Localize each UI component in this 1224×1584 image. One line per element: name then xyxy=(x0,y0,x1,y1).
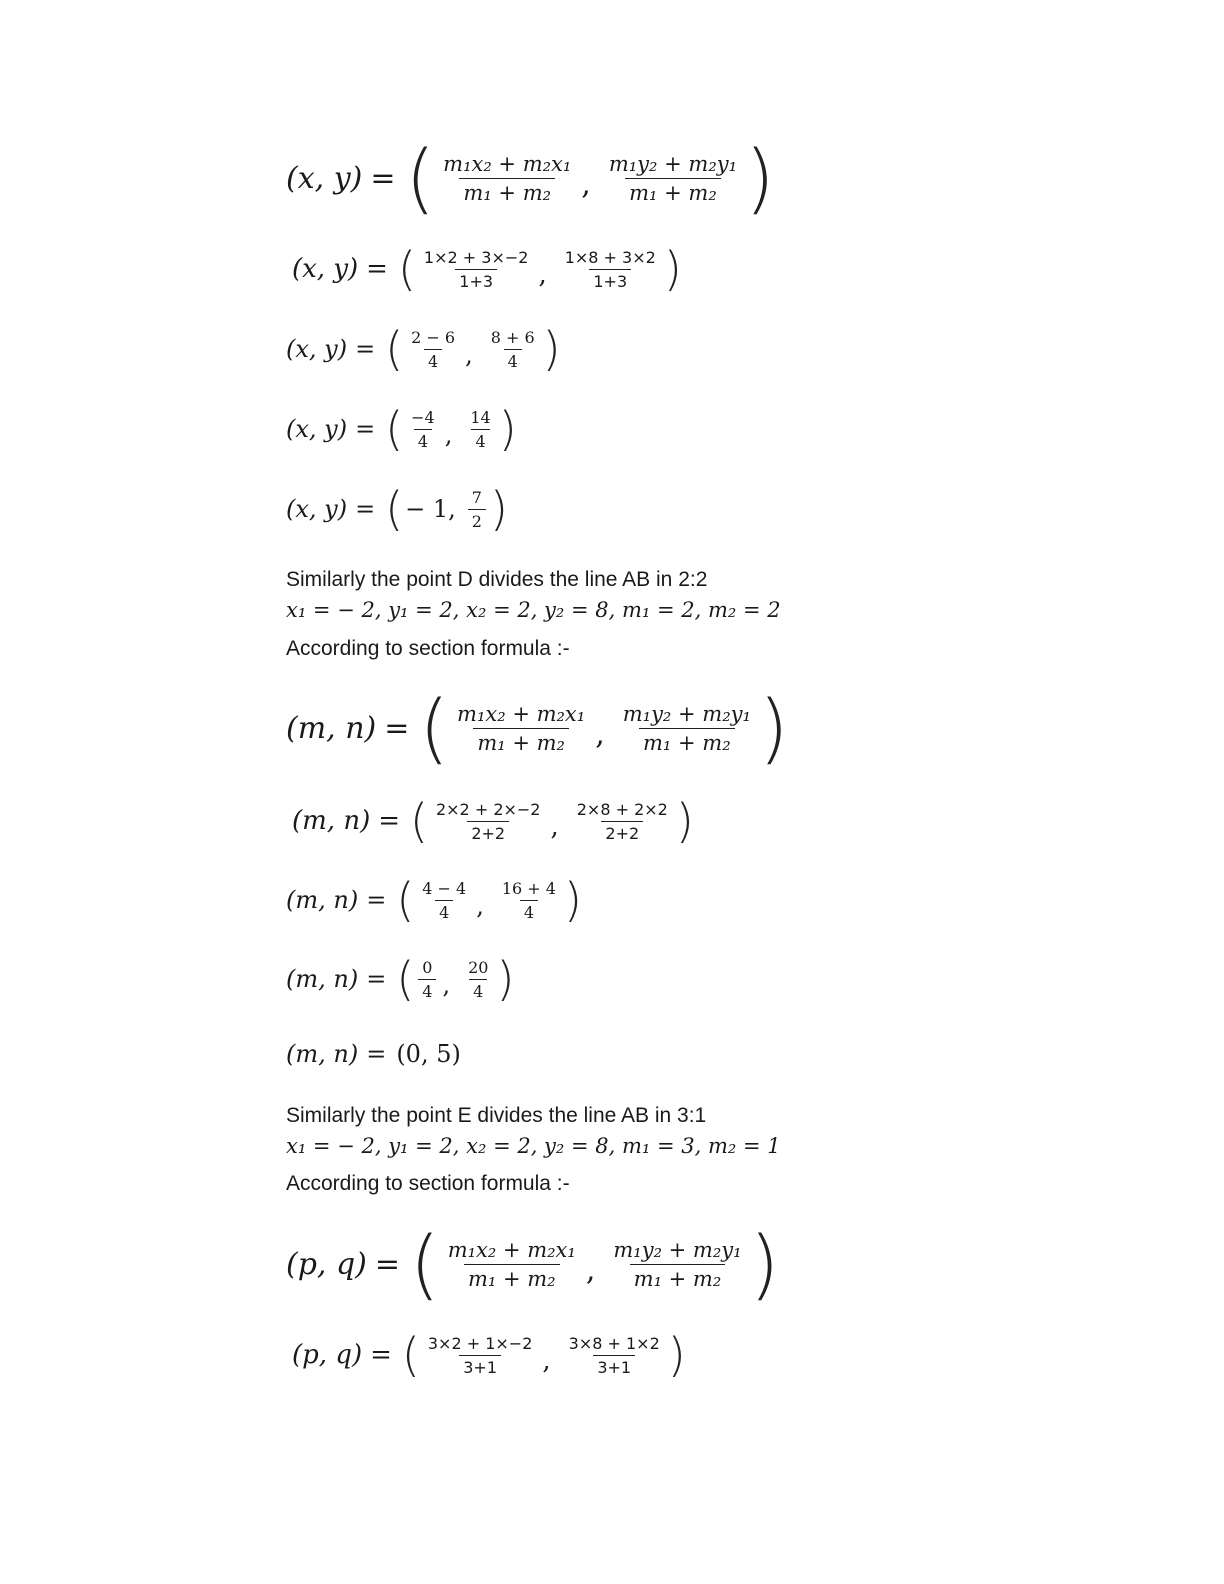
open-paren: ( xyxy=(396,952,415,1006)
denominator: 2+2 xyxy=(467,821,509,843)
numerator: 16 + 4 xyxy=(501,878,556,898)
eq-d-result xyxy=(286,1040,461,1068)
numerator: m₁x₂ + m₂x₁ xyxy=(443,151,572,176)
comma: , xyxy=(550,812,559,842)
numerator: 0 xyxy=(422,957,433,977)
eq-lhs: (x, y) xyxy=(286,495,348,523)
fraction-x xyxy=(407,328,459,371)
numerator: 20 xyxy=(468,957,489,977)
equals-sign: = xyxy=(370,160,396,196)
equals-sign: = xyxy=(366,886,387,914)
eq-lhs: (p, q) xyxy=(286,1246,367,1282)
numerator: 4 − 4 xyxy=(422,878,467,898)
fraction-y xyxy=(605,152,741,205)
fraction-y xyxy=(609,1238,745,1291)
equals-sign: = xyxy=(374,1246,401,1282)
denominator: 4 xyxy=(424,349,442,371)
eq-lhs: (x, y) xyxy=(286,160,363,196)
eq-c-general xyxy=(286,133,775,222)
eq-lhs: (m, n) xyxy=(286,710,377,746)
eq-lhs: (p, q) xyxy=(292,1340,363,1370)
section-e-formula-label: According to section formula :- xyxy=(286,1172,570,1195)
fraction-y xyxy=(619,702,755,755)
eq-lhs: (m, n) xyxy=(286,1040,359,1068)
eq-lhs: (m, n) xyxy=(286,886,359,914)
open-paren: ( xyxy=(385,322,404,376)
section-e-values: x₁ = − 2, y₁ = 2, x₂ = 2, y₂ = 8, m₁ = 3, m₂ = 1 xyxy=(286,1134,781,1158)
close-paren: ) xyxy=(498,402,517,456)
denominator: 3+1 xyxy=(593,1355,635,1377)
comma: , xyxy=(444,421,453,449)
eq-lhs: (m, n) xyxy=(286,965,359,993)
comma: , xyxy=(538,260,547,290)
equals-sign: = xyxy=(378,806,401,836)
open-paren: ( xyxy=(419,683,450,772)
fraction-x xyxy=(432,800,545,843)
fraction-y xyxy=(466,408,494,451)
close-paren: ) xyxy=(489,482,508,536)
numerator: 1×8 + 3×2 xyxy=(564,247,656,267)
eq-e-general xyxy=(286,1219,780,1308)
fraction-y xyxy=(464,958,492,1001)
equals-sign: = xyxy=(366,254,388,284)
eq-d-substitution xyxy=(292,794,694,848)
fraction-y xyxy=(561,248,660,291)
fraction-y xyxy=(573,800,672,843)
denominator: 4 xyxy=(469,979,487,1001)
eq-c-step4 xyxy=(286,402,517,456)
fraction-x xyxy=(424,1334,537,1377)
comma: , xyxy=(585,1252,596,1288)
fraction-x xyxy=(453,702,589,755)
comma: , xyxy=(595,716,605,752)
open-paren: ( xyxy=(405,133,436,222)
section-d-formula-label: According to section formula :- xyxy=(286,637,570,660)
fraction-x xyxy=(439,152,575,205)
open-paren: ( xyxy=(385,402,404,456)
equals-sign: = xyxy=(355,495,376,523)
numerator: 14 xyxy=(470,407,491,427)
numerator: 8 + 6 xyxy=(490,327,535,347)
fraction-x xyxy=(407,408,439,451)
fraction-x xyxy=(444,1238,580,1291)
numerator: 2 − 6 xyxy=(411,327,456,347)
open-paren: ( xyxy=(401,1328,420,1382)
numerator: 7 xyxy=(471,487,482,507)
numerator: m₁x₂ + m₂x₁ xyxy=(447,1237,576,1262)
equals-sign: = xyxy=(355,335,376,363)
numerator: m₁x₂ + m₂x₁ xyxy=(457,701,586,726)
comma: , xyxy=(542,1346,551,1376)
close-paren: ) xyxy=(675,794,694,848)
denominator: 3+1 xyxy=(459,1355,501,1377)
denominator: 4 xyxy=(414,429,432,451)
fraction-x xyxy=(418,958,436,1001)
eq-c-result xyxy=(286,482,508,536)
close-paren: ) xyxy=(749,1219,780,1308)
numerator: −4 xyxy=(411,407,435,427)
denominator: 1+3 xyxy=(455,269,497,291)
denominator: m₁ + m₂ xyxy=(473,728,569,755)
close-paren: ) xyxy=(745,133,775,222)
close-paren: ) xyxy=(496,952,515,1006)
comma: , xyxy=(465,341,473,369)
fraction-y xyxy=(487,328,539,371)
denominator: 4 xyxy=(435,900,453,922)
denominator: 1+3 xyxy=(589,269,631,291)
section-d-intro: Similarly the point D divides the line AB in 2:2 xyxy=(286,568,708,591)
comma: , xyxy=(442,971,451,999)
numerator: 1×2 + 3×−2 xyxy=(423,247,529,267)
equals-sign: = xyxy=(366,965,387,993)
eq-c-substitution xyxy=(292,242,682,296)
denominator: 2+2 xyxy=(601,821,643,843)
close-paren: ) xyxy=(542,322,561,376)
section-d-values: x₁ = − 2, y₁ = 2, x₂ = 2, y₂ = 8, m₁ = 2, m₂ = 2 xyxy=(286,598,781,622)
open-paren: ( xyxy=(385,482,404,536)
fraction-y xyxy=(468,488,486,531)
eq-e-substitution xyxy=(292,1328,686,1382)
comma: , xyxy=(581,166,591,202)
open-paren: ( xyxy=(410,1219,440,1308)
eq-lhs: (m, n) xyxy=(292,806,371,836)
equals-sign: = xyxy=(384,710,410,746)
close-paren: ) xyxy=(758,683,789,772)
numerator: m₁y₂ + m₂y₁ xyxy=(608,151,738,176)
denominator: 2 xyxy=(468,509,486,531)
numerator: 2×8 + 2×2 xyxy=(576,799,668,819)
comma: , xyxy=(476,892,484,920)
open-paren: ( xyxy=(396,873,415,927)
fraction-x xyxy=(420,248,533,291)
denominator: m₁ + m₂ xyxy=(630,1264,726,1291)
section-e-intro: Similarly the point E divides the line AB in 3:1 xyxy=(286,1104,707,1127)
denominator: m₁ + m₂ xyxy=(639,728,735,755)
eq-lhs: (x, y) xyxy=(286,335,348,363)
eq-d-step3 xyxy=(286,873,582,927)
result-x: − 1, xyxy=(405,495,456,523)
close-paren: ) xyxy=(563,873,582,927)
denominator: m₁ + m₂ xyxy=(459,178,555,205)
open-paren: ( xyxy=(397,242,416,296)
eq-lhs: (x, y) xyxy=(292,254,359,284)
numerator: 3×2 + 1×−2 xyxy=(427,1333,533,1353)
eq-c-step3 xyxy=(286,322,561,376)
fraction-y xyxy=(498,879,560,922)
eq-lhs: (x, y) xyxy=(286,415,348,443)
close-paren: ) xyxy=(663,242,682,296)
denominator: 4 xyxy=(520,900,538,922)
numerator: 3×8 + 1×2 xyxy=(568,1333,660,1353)
close-paren: ) xyxy=(667,1328,686,1382)
result-value: (0, 5) xyxy=(396,1040,461,1068)
equals-sign: = xyxy=(370,1340,392,1370)
numerator: m₁y₂ + m₂y₁ xyxy=(613,1237,742,1262)
denominator: 4 xyxy=(418,979,436,1001)
denominator: m₁ + m₂ xyxy=(464,1264,560,1291)
numerator: m₁y₂ + m₂y₁ xyxy=(622,701,751,726)
denominator: 4 xyxy=(471,429,489,451)
equals-sign: = xyxy=(366,1040,387,1068)
denominator: 4 xyxy=(504,349,522,371)
numerator: 2×2 + 2×−2 xyxy=(435,799,541,819)
eq-d-step4 xyxy=(286,952,515,1006)
eq-d-general xyxy=(286,683,789,772)
fraction-y xyxy=(565,1334,664,1377)
equals-sign: = xyxy=(355,415,376,443)
fraction-x xyxy=(418,879,470,922)
denominator: m₁ + m₂ xyxy=(625,178,721,205)
open-paren: ( xyxy=(410,794,428,848)
